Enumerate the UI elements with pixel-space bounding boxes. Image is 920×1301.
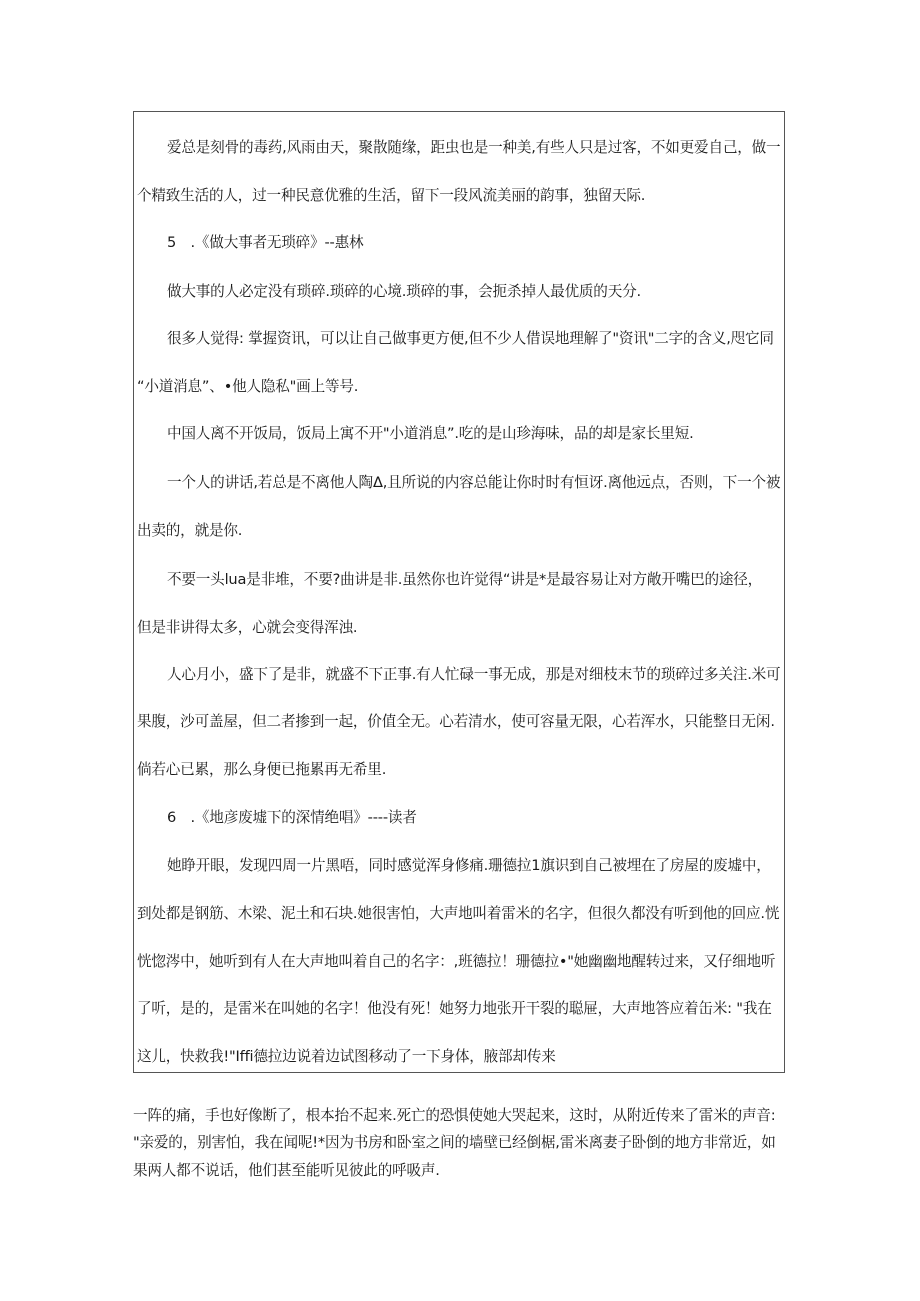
section-heading-6: 6 .《地彦废墟下的深情绝唱》----读者: [167, 809, 417, 826]
paragraph-line: 中国人离不开饭局，饭局上寓不开"小道消息”.吃的是山珍海味，品的却是家长里短.: [167, 425, 694, 442]
paragraph-line: 但是非讲得太多，心就会变得浑浊.: [137, 619, 358, 636]
continuation-line: "亲爱的，别害怕，我在闻呢!*因为书房和卧室之间的墙壁已经倒椐,雷米离妻子卧倒的地方非常近，如: [133, 1134, 776, 1151]
paragraph-line: 倘若心已累，那么身便已拖累再无希里.: [137, 761, 387, 778]
paragraph-line: 爱总是刻骨的毒药,风雨由天，聚散随缘，距虫也是一种美,有些人只是过客，不如更爱自己，做一: [167, 139, 781, 156]
paragraph-line: 很多人觉得: 掌握资讯，可以让自己做事更方便,但不少人借误地理解了"资讯"二字的含义,咫它同: [167, 330, 774, 347]
paragraph-line: 做大事的人必定没有琐碎.琐碎的心境.琐碎的事，会扼杀掉人最优质的天分.: [167, 283, 641, 300]
paragraph-line: 不要一头lua是非堆，不要?曲讲是非.虽然你也许觉得“讲是*是最容易让对方敞开嘴巴的途径，: [167, 571, 763, 588]
paragraph-line: 一个人的讲话,若总是不离他人陶Δ,且所说的内容总能让你时时有恒讶.离他远点，否则，下一个被: [167, 474, 781, 491]
section-heading-5: 5 .《做大事者无琐碎》--惠林: [167, 234, 364, 251]
paragraph-line: 她睁开眼，发现四周一片黑唔，同时感觉浑身修痛.珊德拉1旗识到自己被埋在了房屋的废墟中，: [167, 857, 771, 874]
continuation-line: 果两人都不说话，他们甚至能听见彼此的呼吸声.: [133, 1162, 440, 1179]
paragraph-line: 到处都是钢筋、木梁、泥土和石块.她很害怕，大声地叫着雷米的名字，但很久都没有听到他的回应.恍: [137, 905, 780, 922]
paragraph-line: 果腹，沙可盖屋，但二者掺到一起，价值全无。心若清水，使可容量无限，心若浑水，只能整日无闲.: [137, 713, 775, 730]
paragraph-line: 出卖的，就是你.: [137, 522, 243, 539]
paragraph-line: 个精致生活的人，过一种民意优雅的生活，留下一段风流美丽的韵事，独留天际.: [137, 187, 646, 204]
paragraph-line: 这儿，快救我!"Iffi德拉边说着边试图移动了一下身体，腋部却传来: [137, 1048, 556, 1065]
continuation-line: 一阵的痛，手也好像断了，根本抬不起来.死亡的恐惧使她大哭起来，这时，从附近传来了雷米的声音:: [133, 1107, 776, 1124]
paragraph-line: 恍惚涔中，她听到有人在大声地叫着自己的名字：,班德拉！珊德拉•"她幽幽地醒转过来，又仔细地听: [137, 953, 776, 970]
paragraph-line: 了听，是的，是雷米在叫她的名字！他没有死！她努力地张开干裂的聪屉，大声地答应着缶米: "我在: [137, 1000, 772, 1017]
text-table-frame: [133, 111, 785, 1073]
paragraph-line: “小道消息”、•他人隐私"画上等号.: [137, 378, 359, 395]
paragraph-line: 人心月小，盛下了是非，就盛不下正事.有人忙碌一事无成，那是对细枝末节的琐碎过多关注.米可: [167, 666, 781, 683]
